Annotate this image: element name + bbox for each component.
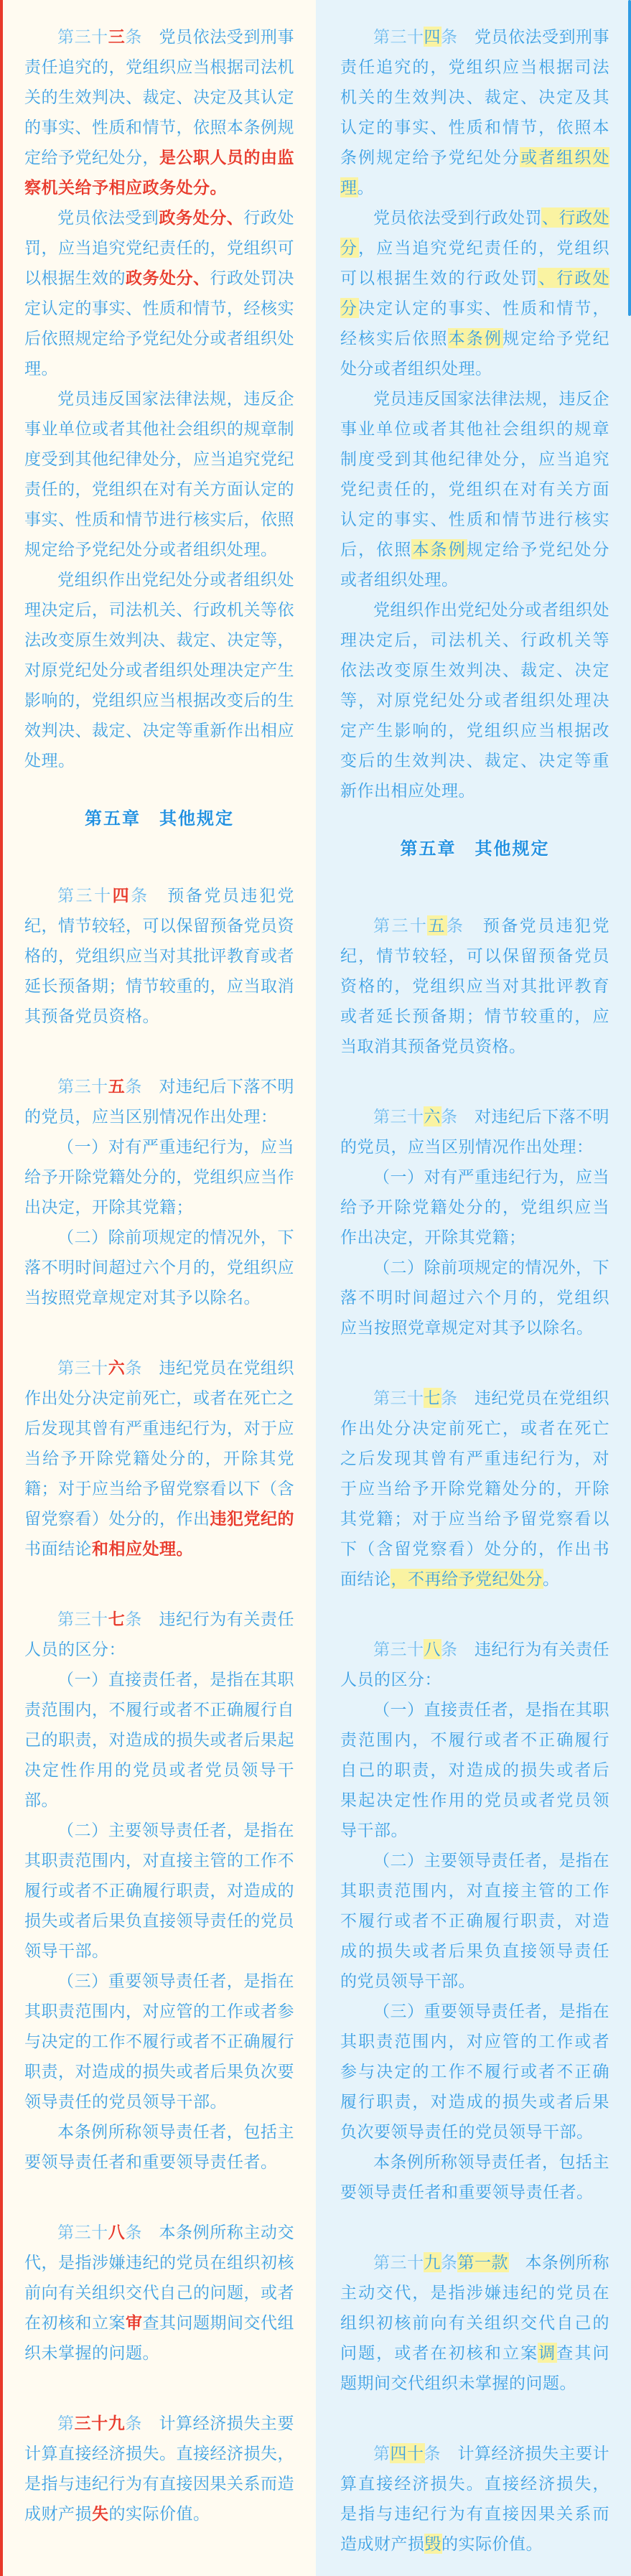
text-run-n: （一）对有严重违纪行为，应当给予开除党籍处分的，党组织应当作出决定，开除其党籍； [340, 1167, 609, 1246]
article [340, 910, 609, 1061]
text-run-hl: 或者组织处理 [340, 148, 610, 197]
paragraph [24, 22, 294, 202]
text-run-r: 三十九 [74, 2414, 126, 2432]
text-run-n: 计算经济损失主要计算直接经济损失。直接经济损失，是指与违纪行为有直接因果关系而造成财产损 [24, 2414, 295, 2523]
paragraph [24, 1604, 294, 1664]
paragraph [340, 2438, 609, 2559]
text-run-n: 预备党员违犯党纪，情节较轻，可以保留预备党员资格的，党组织应当对其批评教育或者延长预备期；情节较重的，应当取消其预备党员资格。 [340, 916, 610, 1055]
text-run-hl: 七 [424, 1389, 441, 1407]
text-run-n: 党组织作出党纪处分或者组织处理决定后，司法机关、行政机关等依法改变原生效判决、裁定、决定等，对原党纪处分或者组织处理决定产生影响的，党组织应当根据改变后的生效判决、裁定、决定等重新作出相应处理。 [24, 570, 294, 770]
article [24, 1071, 294, 1312]
text-run-r: 七 [108, 1610, 126, 1628]
text-run-hl: 、行政处分 [340, 269, 610, 317]
text-run-r: 是公职人员的由监察机关给予相应政务处分。 [24, 148, 294, 197]
article [340, 1634, 609, 2207]
new-version-column [316, 0, 631, 2576]
text-run-num: 条 [125, 1077, 142, 1096]
text-run-n: （一）直接责任者，是指在其职责范围内，不履行或者不正确履行自己的职责，对造成的损失或者后果起决定性作用的党员或者党员领导干部。 [340, 1700, 609, 1839]
text-run-num: 第三十 [373, 2253, 424, 2272]
text-run-n: 党员依法受到刑事责任追究的，党组织应当根据司法机关的生效判决、裁定、决定及其认定的事实、性质和情节，依照本条例规定给予党纪处分 [340, 27, 609, 167]
text-run-num: 条 [125, 2414, 142, 2432]
text-run-hl: ，不再给予党纪处分 [391, 1569, 543, 1588]
paragraph [340, 1996, 609, 2147]
text-run-n: 对违纪后下落不明的党员，应当区别情况作出处理： [340, 1107, 609, 1156]
article [24, 1353, 294, 1564]
paragraph [24, 880, 294, 1031]
paragraph [340, 910, 609, 1061]
paragraph [340, 1252, 609, 1343]
text-run-num: 第 [57, 2414, 75, 2432]
text-run-n: 违纪行为有关责任人员的区分： [340, 1640, 609, 1689]
paragraph [24, 1815, 294, 1966]
text-run-hl: 本条例 [412, 540, 467, 559]
text-run-n: （三）重要领导责任者，是指在其职责范围内，对应管的工作或者参与决定的工作不履行或者不正确履行职责，对造成的损失或者后果负次要领导责任的党员领导干部。 [340, 2002, 609, 2141]
text-run-n: （三）重要领导责任者，是指在其职责范围内，对应管的工作或者参与决定的工作不履行或者不正确履行职责，对造成的损失或者后果负次要领导责任的党员领导干部。 [24, 1971, 294, 2111]
text-run-r: 政务处分、 [126, 269, 210, 287]
paragraph [340, 1845, 609, 1996]
paragraph [24, 564, 294, 775]
paragraph [340, 594, 609, 806]
paragraph [340, 2147, 609, 2207]
text-run-n: 的实际价值。 [108, 2504, 210, 2523]
text-run-hl: 毁 [424, 2534, 441, 2553]
text-run-num: 条 [125, 1610, 142, 1628]
text-run-n: 规定给予党纪处分或者组织处理。 [340, 329, 610, 378]
text-run-n: 党员依法受到刑事责任追究的，党组织应当根据司法机关的生效判决、裁定、决定及其认定的事实、性质和情节，依照本条例规定给予党纪处分， [24, 27, 295, 167]
text-run-r: 违犯党纪的 [210, 1509, 294, 1528]
text-run-num: 条 [441, 27, 458, 46]
article [340, 1383, 609, 1594]
paragraph [340, 1694, 609, 1845]
text-run-n: 。 [543, 1569, 560, 1588]
paragraph [340, 1162, 609, 1252]
text-run-num: 第三十 [57, 1610, 108, 1628]
text-run-n: （二）主要领导责任者，是指在其职责范围内，对直接主管的工作不履行或者不正确履行职责，对造成的损失或者后果负直接领导责任的党员领导干部。 [24, 1821, 294, 1960]
text-run-n: 违纪党员在党组织作出处分决定前死亡，或者在死亡之后发现其曾有严重违纪行为，对于应当给予开除党籍处分的，开除其党籍；对于应当给予留党察看以下（含留党察看）处分的，作出 [24, 1358, 295, 1528]
text-run-num: 条 [125, 1358, 142, 1377]
article [24, 2217, 294, 2368]
article [24, 1604, 294, 2177]
article [340, 1101, 609, 1343]
text-run-n: （二）主要领导责任者，是指在其职责范围内，对直接主管的工作不履行或者不正确履行职责，对造成的损失或者后果负直接领导责任的党员领导干部。 [340, 1851, 609, 1990]
scrollbar-thumb[interactable] [628, 0, 631, 316]
text-run-r: 失 [92, 2504, 109, 2523]
text-run-hl: 九 [424, 2253, 441, 2272]
paragraph [24, 1664, 294, 1815]
text-run-hl: 本条例 [448, 329, 503, 347]
text-run-r: 八 [108, 2223, 126, 2241]
text-run-n: （一）直接责任者，是指在其职责范围内，不履行或者不正确履行自己的职责，对造成的损失或者后果起决定性作用的党员或者党员领导干部。 [24, 1670, 294, 1809]
text-run-n: （二）除前项规定的情况外，下落不明时间超过六个月的，党组织应当按照党章规定对其予以除名。 [24, 1228, 294, 1307]
text-run-num: 条 [441, 1389, 458, 1407]
text-run-num: 第三十 [57, 1077, 108, 1096]
paragraph [340, 22, 609, 202]
text-run-num: 条 [424, 2444, 441, 2463]
paragraph [24, 1071, 294, 1131]
paragraph [24, 1966, 294, 2117]
text-run-n: 党员违反国家法律法规，违反企事业单位或者其他社会组织的规章制度受到其他纪律处分，应当追究党纪责任的，党组织在对有关方面认定的事实、性质和情节进行核实后，依照规定给予党纪处分或者组织处理。 [24, 389, 294, 559]
text-run-hl: 调 [538, 2343, 557, 2362]
text-run-num: 条 [125, 27, 142, 46]
text-run-n: 书面结论 [24, 1539, 92, 1558]
left-edge-accent-bar [0, 0, 3, 2576]
text-run-num: 第三十 [373, 916, 429, 935]
text-run-n: 计算经济损失主要计算直接经济损失。直接经济损失，是指与违纪行为有直接因果关系而造成财产损 [340, 2444, 609, 2553]
text-run-num: 第 [373, 2444, 391, 2463]
text-run-hl: 六 [424, 1107, 441, 1126]
text-run-num: 第三十 [57, 2223, 108, 2241]
paragraph [24, 1353, 294, 1564]
text-run-n: 行政处罚决定认定的事实、性质和情节，经核实后依照规定给予党纪处分或者组织处理。 [24, 269, 294, 378]
chapter-heading: 第五章 其他规定 [400, 839, 550, 859]
article [24, 22, 294, 775]
paragraph [340, 202, 609, 383]
text-run-n: 的实际价值。 [441, 2534, 543, 2553]
text-run-r: 政务处分、 [159, 208, 244, 227]
text-run-num: 第三十 [57, 27, 108, 46]
text-run-n: 党组织作出党纪处分或者组织处理决定后，司法机关、行政机关等依法改变原生效判决、裁定、决定等，对原党纪处分或者组织处理决定产生影响的，党组织应当根据改变后的生效判决、裁定、决定等重新作出相应处理。 [340, 600, 609, 800]
text-run-n: 查其问题期间交代组织未掌握的问题。 [340, 2343, 610, 2392]
text-run-n: 违纪行为有关责任人员的区分： [24, 1610, 295, 1658]
paragraph [340, 1383, 609, 1594]
article [340, 22, 609, 806]
paragraph [24, 383, 294, 564]
text-run-num: 条 [125, 2223, 142, 2241]
paragraph [24, 2117, 294, 2177]
article [340, 2247, 609, 2398]
text-run-n: 查其问题期间交代组织未掌握的问题。 [24, 2313, 294, 2362]
text-run-r: 四 [112, 886, 131, 905]
text-run-n: 决定认定的事实、性质和情节，经核实后依照 [340, 299, 610, 347]
text-run-num: 条 [441, 1107, 458, 1126]
text-run-n: 规定给予党纪处分或者组织处理。 [340, 540, 610, 589]
text-run-num: 第三十 [57, 886, 113, 905]
text-run-n: 本条例所称领导责任者，包括主要领导责任者和重要领导责任者。 [340, 2152, 609, 2201]
paragraph [24, 1131, 294, 1222]
text-run-num: 条 [446, 916, 465, 935]
text-run-num: 第三十 [373, 1107, 424, 1126]
text-run-n: 党员违反国家法律法规，违反企事业单位或者其他社会组织的规章制度受到其他纪律处分，应当追究党纪责任的，党组织在对有关方面认定的事实、性质和情节进行核实后，依照 [340, 389, 609, 559]
text-run-n: 预备党员违犯党纪，情节较轻，可以保留预备党员资格的，党组织应当对其批评教育或者延长预备期；情节较重的，应当取消其预备党员资格。 [24, 886, 295, 1025]
text-run-n: 党员依法受到行政处罚 [373, 208, 542, 227]
text-run-num: 条 [441, 1640, 458, 1658]
text-run-n: ，应当追究党纪责任的，党组织可以根据生效的行政处罚 [340, 238, 610, 287]
paragraph [340, 1101, 609, 1162]
text-run-hl: 八 [424, 1640, 441, 1658]
text-run-hl: 四 [424, 27, 441, 46]
chapter-heading: 第五章 其他规定 [85, 809, 234, 829]
text-run-n: 本条例所称主动交代，是指涉嫌违纪的党员在组织初核前向有关组织交代自己的问题，或者在初核和立案 [24, 2223, 295, 2332]
text-run-num: 条 [441, 2253, 458, 2272]
text-run-n: 党员依法受到 [57, 208, 159, 227]
text-run-r: 六 [108, 1358, 126, 1377]
text-run-hl: 、行政处分 [340, 208, 609, 257]
text-run-num: 条 [131, 886, 149, 905]
text-run-num: 第三十 [373, 27, 424, 46]
text-run-n: 本条例所称领导责任者，包括主要领导责任者和重要领导责任者。 [24, 2122, 294, 2171]
text-run-n: 违纪党员在党组织作出处分决定前死亡，或者在死亡之后发现其曾有严重违纪行为，对于应当给予开除党籍处分的，开除其党籍；对于应当给予留党察看以下（含留党察看）处分的，作出书面结论 [340, 1389, 609, 1588]
article [24, 2408, 294, 2529]
paragraph [340, 1634, 609, 1694]
text-run-num: 第三十 [373, 1389, 424, 1407]
text-run-num: 第三十 [57, 1358, 108, 1377]
paragraph [24, 2408, 294, 2529]
paragraph [24, 2217, 294, 2368]
text-run-hl: 四十 [390, 2444, 424, 2463]
article [24, 880, 294, 1031]
text-run-r: 和相应处理。 [92, 1539, 193, 1558]
text-run-hl: 第一款 [457, 2253, 508, 2272]
text-run-num: 第三十 [373, 1640, 424, 1658]
text-run-hl: 五 [428, 916, 447, 935]
paragraph [24, 1222, 294, 1312]
text-run-r: 五 [108, 1077, 126, 1096]
paragraph [24, 202, 294, 383]
text-run-n: （一）对有严重违纪行为，应当给予开除党籍处分的，党组织应当作出决定，开除其党籍； [24, 1137, 294, 1216]
paragraph [340, 383, 609, 594]
text-run-n: 。 [357, 178, 374, 197]
text-run-r: 三 [108, 27, 126, 46]
text-run-r: 审 [126, 2313, 143, 2332]
text-run-n: 行政处罚，应当追究党纪责任的，党组织可以根据生效的 [24, 208, 295, 287]
text-run-n: 对违纪后下落不明的党员，应当区别情况作出处理： [24, 1077, 295, 1126]
text-run-n: 本条例所称主动交代，是指涉嫌违纪的党员在组织初核前向有关组织交代自己的问题，或者在初核和立案 [340, 2253, 609, 2362]
paragraph [340, 2247, 609, 2398]
text-run-n: （二）除前项规定的情况外，下落不明时间超过六个月的，党组织应当按照党章规定对其予以除名。 [340, 1258, 609, 1337]
article [340, 2438, 609, 2559]
